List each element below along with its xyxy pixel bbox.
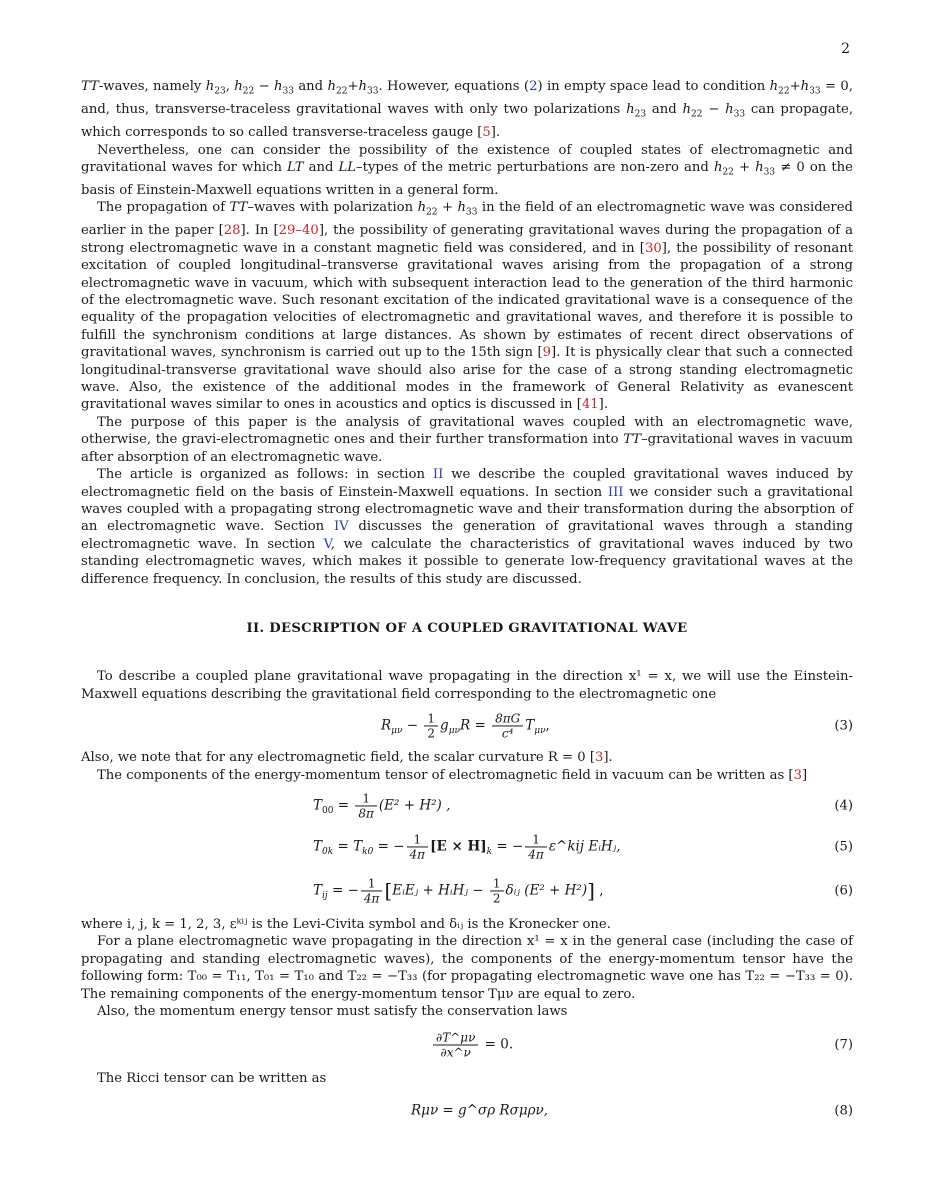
text-segment: 22: [242, 86, 255, 97]
text-segment: = 0, and, thus, transverse-traceless gravitational waves with only two polarizations: [81, 79, 853, 118]
text-segment: h: [725, 102, 734, 118]
eq4-frac-den: 8π: [358, 806, 374, 821]
eq4-lhs-sub: 00: [322, 806, 334, 817]
eq5-frac2: [525, 832, 547, 861]
eq5-cross-product: [E × H]: [430, 838, 487, 855]
eq3-frac-half: [424, 712, 438, 741]
eq4-frac-num: 1: [355, 791, 377, 806]
eq7-frac: [433, 1031, 478, 1060]
text-segment: 22: [426, 208, 438, 218]
text-segment: –waves with polarization: [247, 200, 418, 216]
eq3-g-sub: μν: [448, 726, 461, 737]
page-number: 2: [841, 41, 850, 57]
text-segment: −: [702, 102, 726, 118]
equation-4: [81, 787, 853, 825]
equation-number-7: (7): [834, 1037, 853, 1053]
eq3-frac-den: 2: [427, 726, 436, 741]
text-segment: discusses the generation of gravitational waves through a standing electromagnetic wave. In section: [81, 519, 853, 552]
equation-5: [81, 828, 853, 866]
page-body: [81, 78, 853, 1134]
eq6-frac-den: 4π: [363, 891, 380, 906]
eq7-tail: = 0.: [480, 1036, 514, 1053]
eq5-mid-sub: k0: [362, 847, 374, 858]
citation-link[interactable]: 9: [542, 345, 552, 361]
eq3-R: R =: [460, 717, 491, 734]
text-segment: ) in empty space lead to condition: [537, 79, 770, 94]
citation-link[interactable]: 28: [223, 223, 241, 239]
text-segment: –types of the metric perturbations are non-zero and: [356, 159, 714, 175]
text-segment: −: [254, 79, 274, 94]
text-segment: ], the possibility of resonant excitation of coupled longitudinal–transverse gravitational waves arising from the propagation of a strong electromagnetic wave in vacuum, which with subsequent interaction lead to the generation of the third harmonic of the electromagnetic wave. Such resonant excitation of the indicated gravitational wave is a consequence of the equality of the propagation velocities of electromagnetic and gravitational waves, and therefore it is possible to fulfill the synchronism conditions at large distances. As shown by estimates of recent direct observations of gravitational waves, synchronism is carried out up to the 15th sign [: [81, 240, 854, 361]
eq6-tail: δᵢⱼ (E² + H²): [505, 882, 588, 899]
eq4-equals: =: [333, 797, 354, 814]
paragraph-s5: [81, 933, 853, 1003]
text-segment: TT: [81, 79, 99, 94]
text-segment: h: [682, 102, 691, 118]
text-segment: h: [358, 79, 368, 94]
text-segment: and: [293, 79, 328, 94]
eq6-equals: = −: [327, 882, 359, 899]
text-segment: h: [417, 200, 427, 216]
text-segment: ]. It is physically clear that such a connected longitudinal-transverse gravitational wave should also arise for the case of a strong standing electromagnetic wave. Also, the existence of the additional modes in the framework of General Relativity as evanescent gravitational waves similar to ones in acoustics and optics is discussed in [: [81, 345, 853, 413]
eq6-end: ,: [594, 882, 604, 899]
eq6-right-bracket: ]: [587, 878, 595, 903]
citation-link[interactable]: 3: [793, 767, 802, 783]
text-segment: h: [234, 79, 243, 94]
paragraph-s4-text: where i, j, k = 1, 2, 3, εᵏⁱʲ is the Levi-Civita symbol and δᵢⱼ is the Kronecker one.: [81, 916, 611, 932]
paragraph-s5-text: For a plane electromagnetic wave propagating in the direction x¹ = x in the general case (including the case of propagating and standing electromagnetic waves), the components of the energy-momentum tensor have the following form: T₀₀ = T₁₁, T₀₁ = T₁₀ and T₂₂ = −T₃₃ (for propagating electromagnetic wave one has T₂₂ = −T₃₃ = 0). The remaining components of the energy-momentum tensor Tμν are equal to zero.: [81, 934, 853, 1002]
eq5-frac-num: 1: [407, 832, 429, 847]
text-segment: 33: [809, 86, 821, 97]
text-segment: LT: [287, 159, 304, 175]
text-segment: 23: [214, 86, 226, 97]
text-segment: 33: [763, 167, 776, 178]
paragraph-s6-text: Also, the momentum energy tensor must satisfy the conservation laws: [97, 1004, 568, 1019]
text-segment: TT: [229, 200, 248, 216]
eq5-frac: [407, 832, 429, 861]
eq6-inner: EᵢEⱼ + HᵢHⱼ −: [392, 882, 488, 899]
eq3-frac-const: [492, 712, 523, 741]
text-segment: and: [646, 102, 683, 118]
cross-reference-link[interactable]: IV: [333, 519, 349, 535]
eq5-cross-sub: k: [486, 847, 493, 858]
paragraph-s7-text: The Ricci tensor can be written as: [97, 1071, 327, 1087]
cross-reference-link[interactable]: V: [323, 536, 331, 552]
eq5-tail: ε^kij EᵢHⱼ,: [548, 838, 621, 855]
text-segment: h: [800, 79, 810, 94]
paragraph-s7: [81, 1070, 853, 1087]
text-segment: h: [755, 159, 764, 175]
text-segment: 22: [690, 109, 703, 120]
paragraph-s6: [81, 1003, 853, 1020]
text-segment: , we calculate the characteristics of gravitational waves induced by two standing electromagnetic waves, which makes it possible to generate low-frequency gravitational waves at the difference frequency. In conclusion, the results of this study are discussed.: [81, 536, 853, 587]
paragraph-s2-end: ].: [603, 750, 613, 766]
text-segment: The purpose of this paper is the analysis of gravitational waves coupled with an electromagnetic wave, otherwise, the gravi-electromagnetic ones and their further transformation into: [81, 414, 853, 448]
equation-3: [81, 706, 853, 746]
eq7-frac-num: ∂T^μν: [433, 1031, 478, 1046]
text-segment: h: [327, 79, 336, 94]
text-segment: Nevertheless, one can consider the possibility of the existence of coupled states of electromagnetic and gravitational waves for which: [81, 142, 853, 175]
text-segment: +: [789, 79, 801, 94]
text-segment: . However, equations (: [378, 79, 530, 94]
eq7-frac-den: ∂x^ν: [440, 1045, 471, 1060]
text-segment: ]. In [: [240, 223, 279, 239]
text-segment: 22: [336, 86, 348, 97]
text-segment: 22: [778, 86, 790, 97]
paragraph-p1: [81, 78, 853, 142]
eq3-frac-num: 1: [424, 712, 438, 727]
equation-5-math: [313, 832, 621, 861]
eq5-mid: T: [353, 838, 363, 855]
citation-link[interactable]: 29–40: [278, 223, 319, 239]
text-segment: ].: [598, 397, 609, 413]
equation-7: [81, 1023, 853, 1067]
text-segment: -waves, namely: [98, 79, 206, 94]
text-segment: we describe the coupled gravitational waves induced by electromagnetic field on the basis of Einstein-Maxwell equations. In section: [81, 467, 853, 500]
text-segment: ].: [490, 125, 501, 141]
equation-6: [81, 869, 853, 913]
eq6-frac2-den: 2: [492, 891, 501, 906]
text-segment: h: [457, 200, 466, 216]
eq5-equals-2: = −: [373, 838, 405, 855]
eq5-lhs: T: [313, 838, 323, 855]
eq5-frac-den: 4π: [409, 847, 426, 862]
text-segment: can propagate, which corresponds to so called transverse-traceless gauge [: [81, 102, 854, 141]
text-segment: ], the possibility of generating gravitational waves during the propagation of a strong electromagnetic wave in a constant magnetic field was considered, and in [: [81, 223, 853, 256]
paragraph-p5: [81, 466, 853, 588]
eq5-equals-1: =: [333, 838, 354, 855]
text-segment: TT: [623, 432, 642, 448]
eq6-lhs-sub: ij: [322, 891, 328, 902]
equation-8-math: [411, 1102, 548, 1119]
eq3-g: g: [440, 717, 449, 734]
eq3-tail: ,: [545, 717, 550, 734]
eq6-frac-num: 1: [361, 876, 383, 891]
text-segment: 33: [367, 86, 379, 97]
citation-link[interactable]: 30: [644, 240, 662, 256]
eq6-lhs: T: [313, 882, 323, 899]
text-segment: 33: [733, 109, 746, 120]
text-segment: h: [274, 79, 283, 94]
eq8-body: Rμν = g^σρ Rσμρν,: [411, 1102, 549, 1119]
text-segment: h: [769, 79, 779, 94]
paragraph-s3-end: ]: [801, 767, 808, 783]
paragraph-p2: [81, 142, 853, 200]
text-segment: +: [347, 79, 359, 94]
text-segment: and: [303, 159, 339, 175]
citation-link[interactable]: 5: [482, 125, 491, 141]
citation-link[interactable]: 3: [594, 750, 604, 766]
equation-8: [81, 1091, 853, 1131]
eq6-frac: [361, 876, 383, 905]
equation-number-8: (8): [834, 1103, 853, 1119]
section-heading: II. DESCRIPTION OF A COUPLED GRAVITATIONAL WAVE: [246, 620, 688, 636]
eq5-equals-3: = −: [492, 838, 524, 855]
paragraph-p4: [81, 414, 853, 466]
citation-link[interactable]: 41: [581, 397, 599, 413]
paragraph-s4: [81, 916, 853, 933]
paragraph-s1-text: To describe a coupled plane gravitational wave propagating in the direction x¹ = x, we will use the Einstein-Maxwell equations describing the gravitational field corresponding to the electromagnetic one: [81, 669, 853, 702]
text-segment: h: [626, 102, 635, 118]
text-segment: The article is organized as follows: in section: [97, 467, 433, 483]
text-segment: we consider such a gravitational waves coupled with a propagating strong electromagnetic wave and their transformation during the absorption of an electromagnetic wave. Section: [81, 484, 853, 535]
text-segment: h: [713, 159, 723, 175]
text-segment: +: [437, 200, 458, 216]
text-segment: h: [205, 79, 215, 94]
text-segment: LL: [338, 159, 357, 175]
equation-number-3: (3): [834, 718, 853, 734]
equation-number-4: (4): [834, 798, 853, 814]
eq5-frac2-num: 1: [525, 832, 547, 847]
equation-number-5: (5): [834, 839, 853, 855]
equation-4-math: [313, 791, 450, 820]
text-segment: –gravitational waves in vacuum after absorption of an electromagnetic wave.: [81, 432, 853, 465]
cross-reference-link[interactable]: III: [607, 484, 624, 500]
text-segment: +: [733, 159, 756, 175]
eq3-T: T: [525, 717, 535, 734]
eq3-minus: −: [402, 717, 423, 734]
paragraph-s1: [81, 668, 853, 703]
intro-section: [81, 78, 853, 588]
paragraph-s2: [81, 749, 853, 766]
eq3-frac2-num: 8πG: [492, 712, 523, 727]
text-segment: 22: [722, 167, 734, 178]
cross-reference-link[interactable]: II: [432, 467, 444, 483]
cross-reference-link[interactable]: 2: [529, 79, 538, 94]
eq3-lhs-sub: μν: [391, 726, 403, 737]
equation-7-math: [431, 1031, 513, 1060]
text-segment: ≠ 0 on the basis of Einstein-Maxwell equations written in a general form.: [81, 159, 853, 198]
paragraph-s3-text: The components of the energy-momentum tensor of electromagnetic field in vacuum can be written as [: [97, 767, 794, 783]
eq4-lhs: T: [313, 797, 323, 814]
paragraph-s3: [81, 767, 853, 784]
text-segment: in the field of an electromagnetic wave was considered earlier in the paper [: [81, 200, 853, 239]
paragraph-p3: [81, 199, 853, 414]
paragraph-s2-text: Also, we note that for any electromagnetic field, the scalar curvature R = 0 [: [81, 750, 595, 766]
equation-6-math: [313, 876, 604, 905]
eq3-T-sub: μν: [534, 726, 546, 737]
eq5-lhs-sub: 0k: [322, 847, 334, 858]
eq6-frac2-num: 1: [490, 876, 504, 891]
text-segment: 23: [634, 109, 647, 120]
text-segment: 33: [465, 208, 478, 218]
eq3-lhs: R: [381, 717, 392, 734]
text-segment: The propagation of: [97, 200, 230, 216]
eq5-frac2-den: 4π: [528, 847, 544, 862]
equation-number-6: (6): [834, 883, 853, 899]
eq3-frac2-den: c⁴: [501, 726, 514, 741]
text-segment: ,: [225, 79, 235, 94]
text-segment: 33: [282, 86, 294, 97]
eq6-left-bracket: [: [384, 878, 393, 903]
eq4-body: (E² + H²) ,: [378, 797, 451, 814]
equation-3-math: [381, 712, 550, 741]
eq6-frac2: [490, 876, 504, 905]
eq4-frac: [355, 791, 377, 820]
